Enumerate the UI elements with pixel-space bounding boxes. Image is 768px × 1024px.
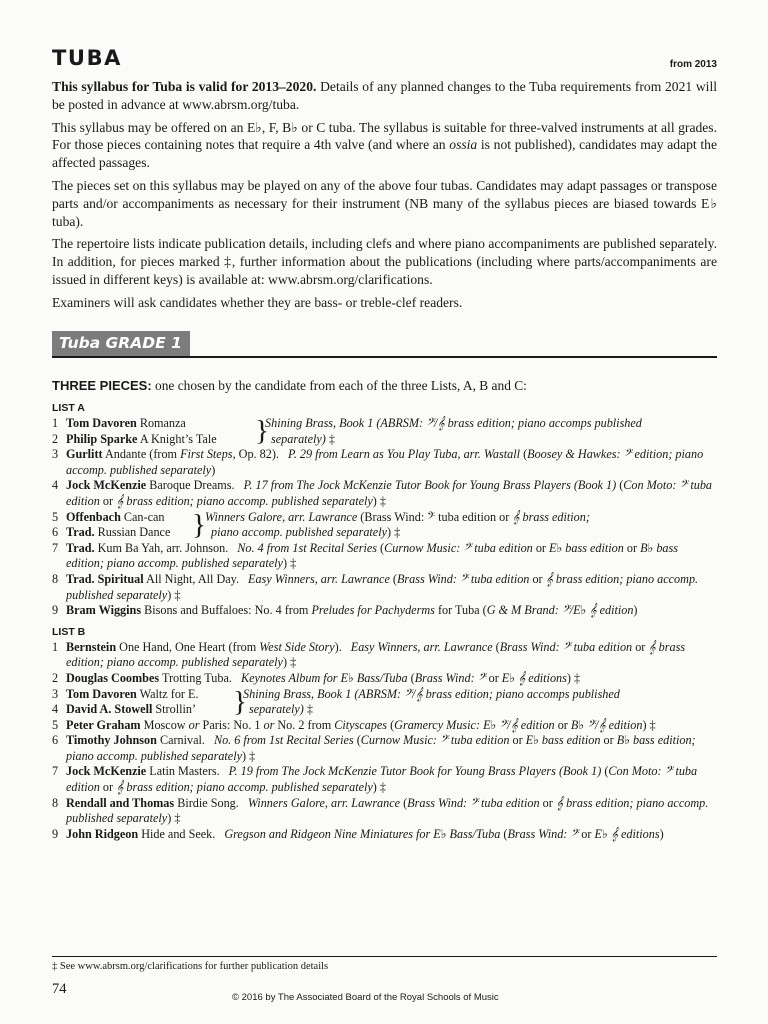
page-number: 74 <box>52 981 67 997</box>
item-number: 5 <box>52 509 59 524</box>
item-number: 1 <box>52 639 59 654</box>
item-number: 6 <box>52 733 59 748</box>
clef-paragraph: Examiners will ask candidates whether they are bass- or treble-clef readers. <box>52 294 463 310</box>
list-a-entries-7-9 <box>52 541 717 619</box>
piece-title: Russian Dance <box>97 525 171 540</box>
list-item: 9 John Ridgeon Hide and Seek. Gregson and Ridgeon Nine Miniatures for E♭ Bass/Tuba (Brass Wind: 𝄢 or E♭ 𝄞 editions) <box>52 826 664 841</box>
footnote-rule <box>52 956 717 957</box>
composer: Trad. Spiritual <box>66 571 144 586</box>
publication-line: separately) <box>271 431 326 446</box>
three-pieces-text: one chosen by the candidate from each of the three Lists, A, B and C: <box>151 378 527 393</box>
composer: Jock McKenzie <box>66 764 147 779</box>
publication-line: separately) <box>249 702 304 717</box>
item-number: 9 <box>52 603 59 618</box>
clarification-mark: ‡ <box>306 702 313 717</box>
composer: Jock McKenzie <box>66 478 147 493</box>
item-number: 3 <box>52 447 59 462</box>
composer: Rendall and Thomas <box>66 795 175 810</box>
item-number: 4 <box>52 702 59 717</box>
list-item: 5 Peter Graham Moscow or Paris: No. 1 or No. 2 from Cityscapes (Gramercy Music: E♭ 𝄢/𝄞 edition or B♭ 𝄢/𝄞 edition) ‡ <box>52 717 656 732</box>
footnote: ‡ See www.abrsm.org/clarifications for further publication details <box>52 961 329 972</box>
list-a-pieces-5-6 <box>52 510 717 541</box>
list-a-pieces-1-2 <box>52 416 717 447</box>
publication-paragraph: The repertoire lists indicate publication details, including clefs and where piano accompaniments are published separately. In addition, for pieces marked ‡, further information about the publications (including where parts/accompaniments are issued in different keys) is available at: www.abrsm.org/clarifications. <box>52 236 717 287</box>
validity-statement: This syllabus for Tuba is valid for 2013–2020. <box>52 79 317 94</box>
item-number: 8 <box>52 795 59 810</box>
list-item <box>52 416 252 432</box>
list-item: 4 Jock McKenzie Baroque Dreams. P. 17 from The Jock McKenzie Tutor Book for Young Brass Players (Book 1) (Con Moto: 𝄢 tuba edition or 𝄞 brass edition; piano accomp. published separately) ‡ <box>52 478 713 508</box>
list-item: 7 Trad. Kum Ba Yah, arr. Johnson. No. 4 from 1st Recital Series (Curnow Music: 𝄢 tuba edition or E♭ bass edition or B♭ bass edition; piano accomp. published separately) ‡ <box>52 540 679 571</box>
grade-rule <box>52 356 717 358</box>
list-item: 7 Jock McKenzie Latin Masters. P. 19 from The Jock McKenzie Tutor Book for Young Brass Players (Book 1) (Con Moto: 𝄢 tuba edition or 𝄞 brass edition; piano accomp. published separately) ‡ <box>52 764 698 795</box>
composer: David A. Stowell <box>66 702 153 717</box>
instrument-header <box>52 46 717 72</box>
shared-publication <box>205 510 717 541</box>
list-a-entries-3-4 <box>52 447 717 509</box>
grade-tab: Tuba GRADE 1 <box>52 331 190 356</box>
item-number: 7 <box>52 540 59 555</box>
syllabus-page <box>52 0 717 1024</box>
composer: Tom Davoren <box>66 416 137 430</box>
list-b-pieces-3-4 <box>52 687 717 718</box>
brace: } <box>233 685 247 718</box>
grade-heading <box>52 331 717 358</box>
item-number: 9 <box>52 826 59 841</box>
composer: Douglas Coombes <box>66 670 160 685</box>
clarification-mark: ) ‡ <box>387 525 401 540</box>
item-number: 7 <box>52 764 59 779</box>
list-a-heading: LIST A <box>52 402 85 414</box>
item-number: 8 <box>52 571 59 586</box>
brace: } <box>255 415 269 447</box>
list-b-entries-5-9 <box>52 718 717 843</box>
publication-line: piano accomp. published separately) ‡ <box>211 525 401 540</box>
composer: Bram Wiggins <box>66 603 142 618</box>
shared-publication <box>243 687 717 718</box>
three-pieces-label: THREE PIECES: <box>52 378 152 393</box>
list-item: 6 Timothy Johnson Carnival. No. 6 from 1st Recital Series (Curnow Music: 𝄢 tuba edition or E♭ bass edition or B♭ bass edition; piano accomp. published separately) ‡ <box>52 733 696 763</box>
item-number: 2 <box>52 670 59 685</box>
item-number: 3 <box>52 686 59 701</box>
composer: Trad. <box>66 525 95 540</box>
ossia-term: ossia <box>449 137 478 153</box>
validity-details: Details of any planned changes to the Tuba requirements from 2021 will be posted in advance at www.abrsm.org/tuba. <box>52 79 717 112</box>
list-item: 8 Trad. Spiritual All Night, All Day. Easy Winners, arr. Lawrance (Brass Wind: 𝄢 tuba edition or 𝄞 brass edition; piano accomp. published separately) ‡ <box>52 571 699 602</box>
validity-paragraph <box>52 78 717 114</box>
pair-pieces <box>52 416 252 447</box>
transpose-paragraph: The pieces set on this syllabus may be played on any of the above four tubas. Candidates may adapt passages or transpose parts and/or accompaniments as necessary for their instrument (NB many of the syllabus pieces are biased towards E♭ tuba). <box>52 177 717 229</box>
intro-text <box>52 78 717 317</box>
publication-line: Winners Galore, arr. Lawrance (Brass Wind: 𝄢 tuba edition or 𝄞 brass edition; <box>205 509 590 524</box>
list-b-entries-1-2 <box>52 640 717 687</box>
repertoire-lists <box>52 401 717 842</box>
composer: Tom Davoren <box>66 686 137 701</box>
list-item <box>52 432 252 448</box>
list-item: 3 Gurlitt Andante (from First Steps, Op. 82). P. 29 from Learn as You Play Tuba, arr. Wastall (Boosey & Hawkes: 𝄢 edition; piano accomp. published separately) <box>52 447 704 477</box>
list-b-heading: LIST B <box>52 625 86 638</box>
item-number: 1 <box>52 416 59 430</box>
composer: Gurlitt <box>66 447 103 462</box>
piece-title: Strollin’ <box>155 702 197 717</box>
piece-title: A Knight’s Tale <box>139 431 217 446</box>
clarification-mark: ‡ <box>328 431 335 446</box>
composer: Peter Graham <box>66 717 141 732</box>
instruments-text: This syllabus may be offered on an E♭, F, B♭ or C tuba. The syllabus is suitable for three-valved instruments at all grades. For those pieces containing notes that require a 4th valve (and where an <box>52 119 717 153</box>
list-item: 8 Rendall and Thomas Birdie Song. Winners Galore, arr. Lawrance (Brass Wind: 𝄢 tuba edition or 𝄞 brass edition; piano accomp. published separately) ‡ <box>52 795 709 826</box>
list-item: 2 Douglas Coombes Trotting Tuba. Keynotes Album for E♭ Bass/Tuba (Brass Wind: 𝄢 or E♭ 𝄞 editions) ‡ <box>52 670 581 685</box>
composer: Trad. <box>66 540 95 555</box>
publication-line: Shining Brass, Book 1 (ABRSM: 𝄢/𝄞 brass edition; piano accomps published <box>243 686 620 701</box>
list-item <box>52 687 252 703</box>
composer: John Ridgeon <box>66 826 139 841</box>
composer: Philip Sparke <box>66 431 138 446</box>
composer: Timothy Johnson <box>66 733 157 748</box>
brace: } <box>192 508 206 541</box>
from-year-label: from 2013 <box>669 59 717 70</box>
publication-line: Shining Brass, Book 1 (ABRSM: 𝄢/𝄞 brass edition; piano accomps published <box>265 416 642 430</box>
three-pieces-instruction <box>52 378 717 394</box>
item-number: 4 <box>52 478 59 493</box>
composer: Bernstein <box>66 639 117 654</box>
composer: Offenbach <box>66 509 121 524</box>
list-item <box>52 702 252 718</box>
pair-pieces <box>52 687 252 718</box>
shared-publication <box>265 416 717 447</box>
list-item: 1 Bernstein One Hand, One Heart (from West Side Story). Easy Winners, arr. Lawrance (Brass Wind: 𝄢 tuba edition or 𝄞 brass edition; piano accomp. published separately) ‡ <box>52 639 686 670</box>
page-title: TUBA <box>52 46 123 70</box>
list-item: 9 Bram Wiggins Bisons and Buffaloes: No. 4 from Preludes for Pachyderms for Tuba (G & M Brand: 𝄢/E♭ 𝄞 edition) <box>52 603 638 618</box>
instruments-paragraph <box>52 119 717 172</box>
piece-title: Can-can <box>123 509 165 524</box>
item-number: 2 <box>52 431 59 446</box>
instruments-text-end: is not published), candidates may adapt the affected passages. <box>52 137 717 171</box>
piece-title: Waltz for E. <box>139 686 199 701</box>
piece-title: Romanza <box>139 416 186 430</box>
copyright: © 2016 by The Associated Board of the Royal Schools of Music <box>232 992 499 1003</box>
item-number: 5 <box>52 717 59 732</box>
item-number: 6 <box>52 525 59 540</box>
